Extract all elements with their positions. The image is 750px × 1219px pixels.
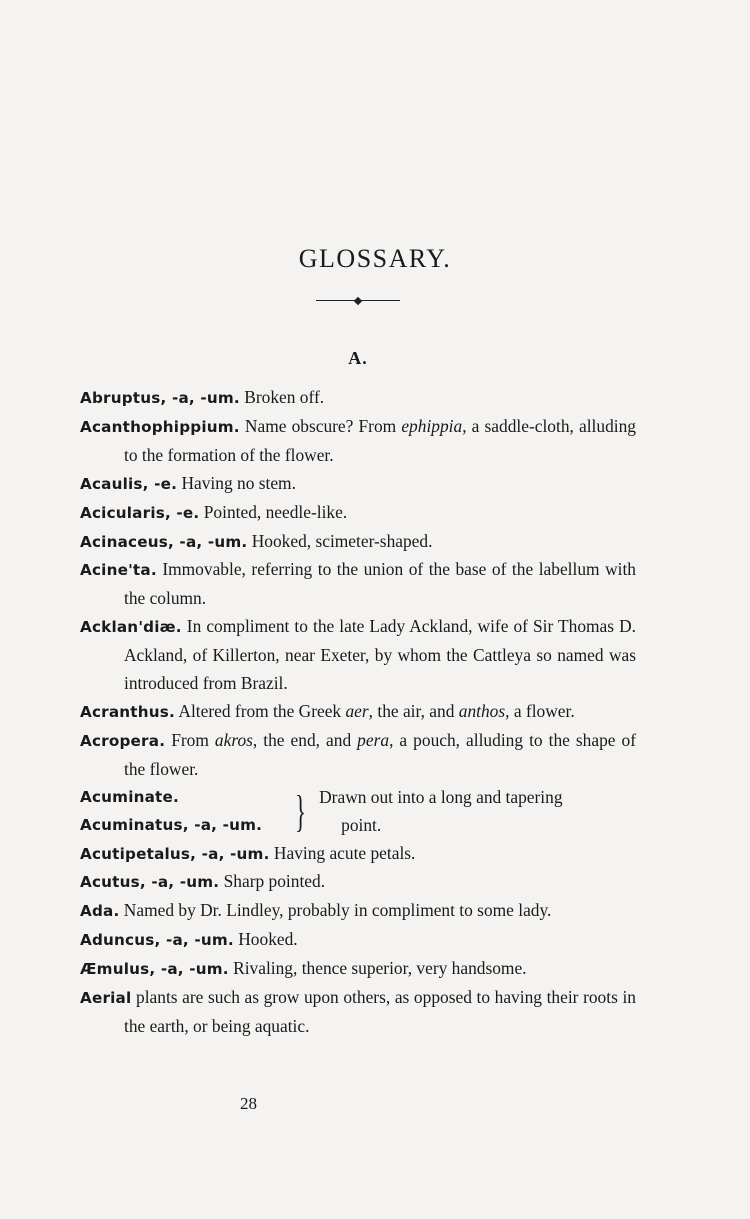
definition: In compliment to the late Lady Ackland, wife of Sir Thomas D. Ackland, of Killerton, near Exeter, by whom the Cattleya so named was introduced from Brazil.	[124, 616, 636, 694]
headword: Acinaceus, -a, -um.	[80, 532, 248, 551]
glossary-entry	[80, 897, 636, 926]
headword: Acklan'diæ.	[80, 618, 182, 637]
headword: Æmulus, -a, -um.	[80, 960, 229, 979]
glossary-entry	[80, 528, 636, 557]
definition-italic: ephippia	[401, 415, 463, 436]
headword: Acranthus.	[80, 702, 176, 721]
definition: Hooked, scimeter-shaped.	[247, 530, 433, 551]
glossary-entry	[80, 470, 636, 499]
definition: point.	[341, 814, 382, 835]
definition: plants are such as grow upon others, as opposed to having their roots in the earth, or being aquatic.	[124, 987, 636, 1036]
headword: Ada.	[80, 902, 120, 921]
definition: , a flower.	[505, 700, 575, 721]
page-number: 28	[240, 1094, 257, 1113]
definition: Named by Dr. Lindley, probably in compliment to some lady.	[119, 900, 552, 921]
definition-italic: akros	[214, 729, 253, 750]
headword: Acuminatus, -a, -um.	[80, 815, 263, 834]
definition: Pointed, needle-like.	[199, 501, 348, 522]
definition: Immovable, referring to the union of the base of the labellum with the column.	[124, 559, 636, 609]
glossary-entry	[80, 613, 636, 698]
glossary-entry	[80, 727, 636, 784]
definition-italic: anthos	[458, 700, 506, 721]
headword: Acine'ta.	[80, 561, 157, 580]
brace-mark: }	[295, 786, 306, 836]
definition-italic: pera	[357, 729, 390, 750]
definition: , the end, and	[252, 729, 358, 750]
definition: Broken off.	[239, 387, 325, 407]
section-heading: A.	[348, 348, 368, 368]
definition-italic: aer	[345, 700, 369, 721]
headword: Acicularis, -e.	[80, 503, 200, 522]
definition: Drawn out into a long and tapering	[319, 786, 563, 807]
definition: Rivaling, thence superior, very handsome.	[228, 958, 527, 979]
definition: Having no stem.	[177, 472, 296, 493]
glossary-entry	[80, 499, 636, 528]
glossary-entry	[80, 413, 636, 470]
bracketed-headwords	[80, 784, 290, 840]
definition: Hooked.	[233, 929, 298, 950]
definition: , a pouch, alluding to the shape of the flower.	[124, 729, 636, 779]
headword: Acuminate.	[80, 787, 179, 806]
glossary-entry	[80, 926, 636, 955]
ornament-diamond	[354, 297, 362, 305]
headword: Abruptus, -a, -um.	[80, 389, 240, 407]
definition: Name obscure? From	[239, 415, 402, 436]
headword: Acropera.	[80, 731, 166, 750]
headword: Aduncus, -a, -um.	[80, 931, 234, 950]
glossary-entry	[80, 868, 636, 897]
glossary-entry	[80, 984, 636, 1041]
title-ornament	[316, 298, 400, 304]
headword: Acaulis, -e.	[80, 474, 178, 493]
glossary-entry	[80, 840, 636, 869]
glossary-entries	[80, 384, 636, 1041]
glossary-entry	[80, 955, 636, 984]
headword: Aerial	[80, 989, 132, 1008]
definition: Altered from the Greek	[175, 700, 346, 721]
headword: Acanthophippium.	[80, 417, 240, 436]
definition: , a saddle-cloth, alluding to the formation of the flower.	[124, 415, 636, 465]
bracketed-definition	[319, 784, 636, 840]
headword: Acutipetalus, -a, -um.	[80, 844, 270, 863]
glossary-entry	[80, 556, 636, 613]
definition: , the air, and	[368, 700, 459, 721]
definition: Having acute petals.	[269, 842, 416, 863]
glossary-entry	[80, 384, 636, 413]
page-title: GLOSSARY.	[298, 244, 452, 273]
definition: From	[165, 729, 215, 750]
glossary-entry-bracketed	[80, 784, 636, 840]
definition: Sharp pointed.	[219, 871, 326, 892]
headword: Acutus, -a, -um.	[80, 873, 220, 892]
glossary-entry	[80, 698, 636, 727]
